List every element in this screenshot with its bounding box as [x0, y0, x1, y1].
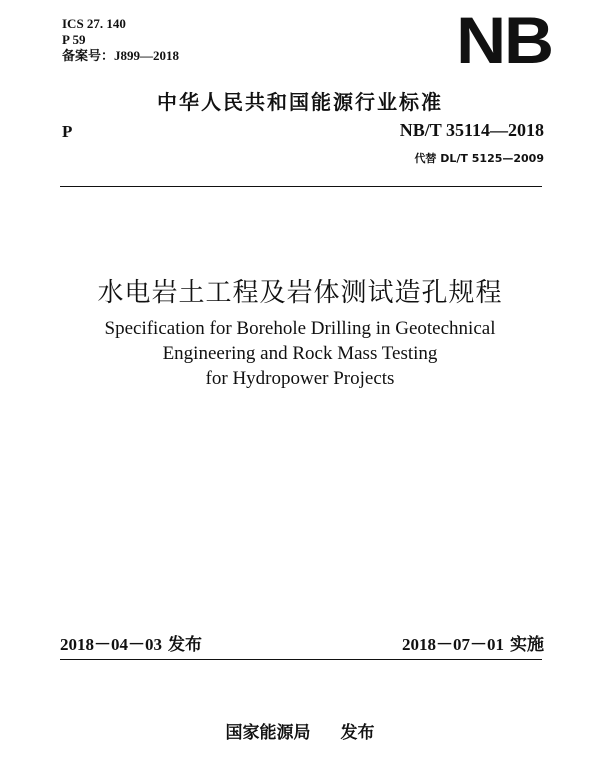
record-number: 备案号：J899—2018 [62, 48, 180, 63]
title-english [0, 316, 600, 391]
issue-label: 发布 [168, 635, 202, 655]
bottom-divider [60, 659, 542, 660]
title-chinese: 水电岩土工程及岩体测试造孔规程 [97, 278, 503, 308]
cover-metadata [62, 16, 179, 64]
issue-date: 2018－04－03 [60, 635, 162, 654]
issuer-line [0, 718, 600, 743]
issuer-action: 发布 [340, 723, 375, 743]
nb-logo: NB [456, 3, 552, 77]
ccs-code: P 59 [62, 32, 86, 47]
implementation-date: 2018－07－01 [402, 635, 504, 654]
title-english-line: Specification for Borehole Drilling in Geotechnical [104, 318, 496, 339]
top-divider [60, 186, 542, 187]
implementation-label: 实施 [510, 635, 544, 655]
standard-number: NB/T 35114—2018 [399, 120, 544, 140]
title-english-line: Engineering and Rock Mass Testing [162, 343, 438, 364]
implementation-date-block [402, 630, 544, 655]
title-english-line: for Hydropower Projects [205, 368, 395, 389]
standard-type-heading: 中华人民共和国能源行业标准 [157, 90, 443, 114]
classification-code: P [62, 122, 73, 141]
issuer-name: 国家能源局 [225, 723, 311, 743]
issue-date-block [60, 630, 202, 655]
replaces-standard: 代替 DL/T 5125—2009 [414, 152, 544, 165]
ics-code: ICS 27. 140 [62, 16, 126, 31]
